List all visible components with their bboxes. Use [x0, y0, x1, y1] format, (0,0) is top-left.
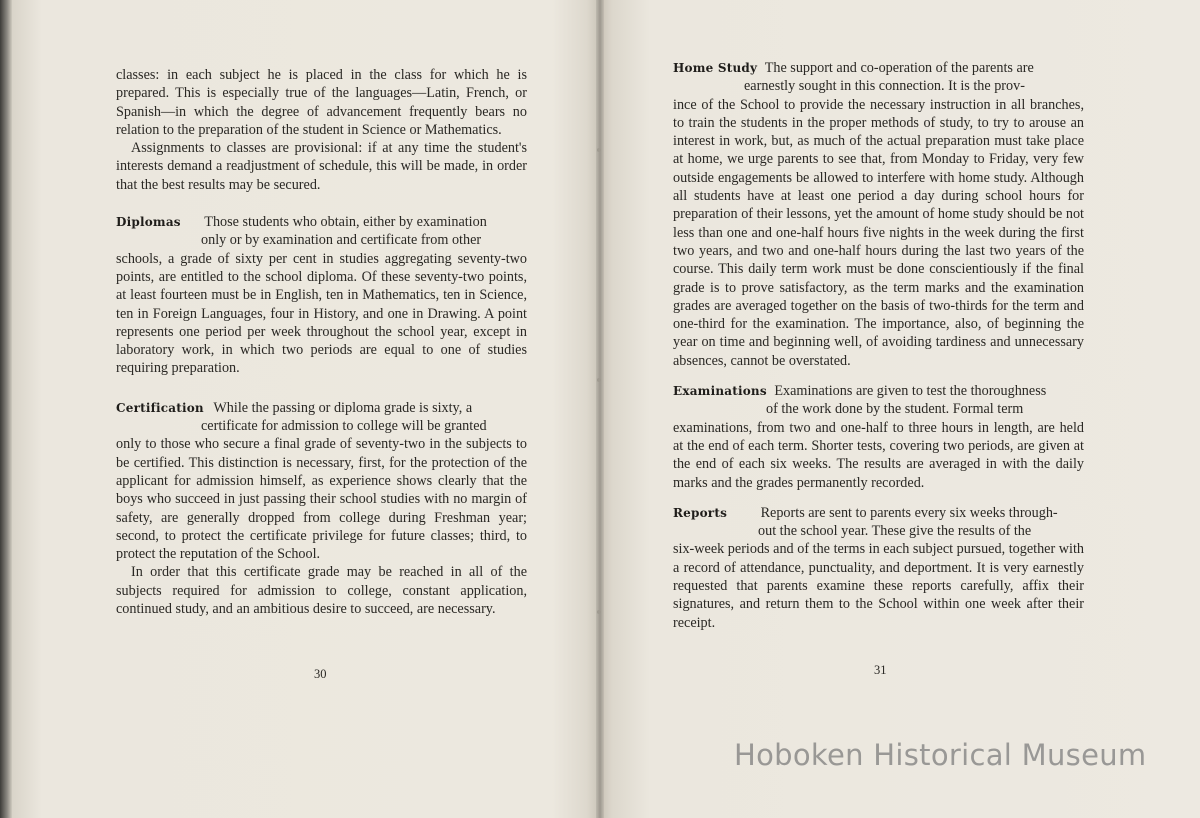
- left-page-text: [116, 66, 527, 618]
- right-page: [600, 0, 1200, 818]
- certification-text-second: certificate for admission to college will be granted: [201, 418, 487, 435]
- binding-stitch: [597, 610, 601, 614]
- home-study-text-rest: ince of the School to provide the necessary instruction in all branches, to train the students in the proper methods of study, to try to arouse an interest in work, but, as much of the actual preparation must take place at home, we urge parents to see that, from Monday to Friday, very few outside engagements be allowed to interfere with home study. Although all students have at least one period a day during school hours for preparation of their lessons, yet the amount of home study should be not less than one and one-half hours five nights in the week during the first two years, and two and one-half hours during the last two years of the course. This daily term work must be done conscientiously if the final grade is to prove satisfactory, as the term marks and the examination grades are averaged together on the basis of two-thirds for the term and one-third for the examination. The importance, also, of beginning the year on time and beginning well, of avoiding tardiness and unnecessary absences, cannot be overstated.: [673, 96, 1084, 369]
- certification-paragraph-2: In order that this certificate grade may be reached in all of the subjects required for admission to college, constant application, continued study, and an ambitious desire to succeed, are necessary.: [116, 564, 527, 618]
- certification-text-rest: only to those who secure a final grade of seventy-two in the subjects to be certified. This distinction is necessary, first, for the protection of the applicant for admission himself, as experience shows clearly that the boys who succeed in just passing their school studies with no margin of safety, are generally dropped from college during Freshman year; second, to protect the certificate privilege for future classes; third, to protect the reputation of the School.: [116, 436, 527, 563]
- right-page-text: [673, 59, 1084, 632]
- page-number-left: 30: [314, 667, 327, 681]
- book-gutter: [596, 0, 604, 818]
- home-study-text-first: The support and co-operation of the parents are: [764, 60, 1034, 76]
- certification-section: [116, 399, 527, 619]
- reports-text-second: out the school year. These give the results of the: [758, 523, 1032, 540]
- page-edges: [0, 0, 12, 818]
- binding-stitch: [597, 378, 601, 382]
- home-study-section: [673, 59, 1084, 370]
- diplomas-text-second: only or by examination and certificate from other: [201, 232, 482, 249]
- diplomas-text-rest: schools, a grade of sixty per cent in studies aggregating seventy-two points, are entitled to the school diploma. Of these seventy-two points, at least fourteen must be in English, ten in Mathematics, ten in Science, ten in Foreign Languages, four in History, and one in Drawing. A point represents one period per week throughout the school year, except in laboratory work, in which two periods are equal to one of studies requiring preparation.: [116, 250, 527, 377]
- examinations-heading: Examinations: [673, 384, 767, 399]
- intro-paragraph-1: classes: in each subject he is placed in the class for which he is prepared. This is especially true of the languages—Latin, French, or Spanish—in which the degree of advancement frequently bears no relation to the preparation of the student in Science or Mathematics.: [116, 67, 527, 138]
- diplomas-text-first: Those students who obtain, either by examination: [204, 214, 487, 231]
- home-study-text-second: earnestly sought in this connection. It is the prov-: [744, 78, 1025, 95]
- examinations-section: [673, 382, 1084, 492]
- museum-watermark: Hoboken Historical Museum: [734, 738, 1147, 772]
- reports-text-rest: six-week periods and of the terms in each subject pursued, together with a record of attendance, punctuality, and deportment. It is very earnestly requested that parents examine these reports carefully, affix their signatures, and return them to the School within one week after their receipt.: [673, 541, 1084, 631]
- reports-section: [673, 504, 1084, 632]
- examinations-text-first: Examinations are given to test the thoroughness: [774, 383, 1047, 400]
- left-page: [12, 0, 600, 818]
- examinations-text-rest: examinations, from two and one-half to three hours in length, are held at the end of each term. Shorter tests, covering two periods, are given at the end of each six weeks. The results are averaged in with the daily marks and the grades permanently recorded.: [673, 419, 1084, 491]
- examinations-text-second: of the work done by the student. Formal term: [766, 401, 1024, 418]
- reports-text-first: Reports are sent to parents every six weeks through-: [760, 504, 1058, 521]
- home-study-heading: Home Study: [673, 61, 758, 75]
- page-number-right: 31: [874, 663, 887, 677]
- intro-paragraph-2: Assignments to classes are provisional: if at any time the student's interests demand a readjustment of schedule, this will be made, in order that the best results may be secured.: [116, 140, 527, 193]
- diplomas-heading: Diplomas: [116, 215, 181, 230]
- diplomas-section: [116, 213, 527, 378]
- certification-heading: Certification: [116, 400, 204, 415]
- binding-stitch: [597, 148, 601, 152]
- certification-text-first: While the passing or diploma grade is sixty, a: [213, 399, 473, 416]
- reports-heading: Reports: [673, 505, 728, 520]
